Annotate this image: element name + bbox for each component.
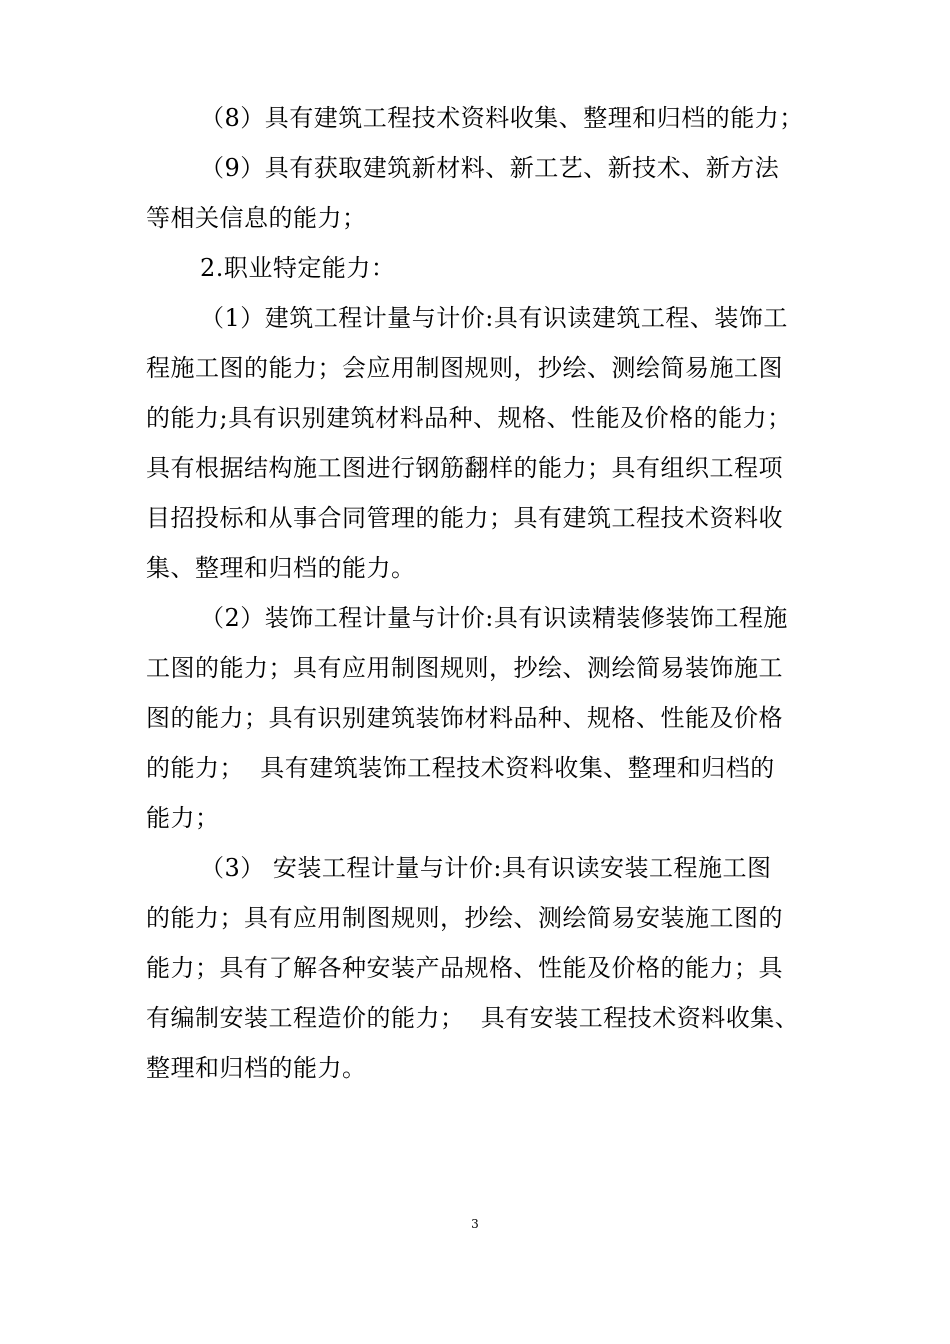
- text-line: （2）装饰工程计量与计价:具有识读精装修装饰工程施: [200, 604, 788, 632]
- text-line: 集、整理和归档的能力。: [146, 554, 416, 582]
- section-heading: 2.职业特定能力：: [200, 254, 396, 282]
- page-number: 3: [471, 1217, 479, 1231]
- text-line: 的能力;具有识别建筑材料品种、规格、性能及价格的能力；: [146, 404, 792, 432]
- text-line: 等相关信息的能力；: [146, 204, 367, 232]
- text-line: （9）具有获取建筑新材料、新工艺、新技术、新方法: [200, 154, 780, 182]
- text-line: 目招投标和从事合同管理的能力；具有建筑工程技术资料收: [146, 504, 783, 532]
- text-line: 能力；具有了解各种安装产品规格、性能及价格的能力；具: [146, 954, 783, 982]
- text-line: （8）具有建筑工程技术资料收集、整理和归档的能力；: [200, 104, 804, 132]
- text-line: 程施工图的能力；会应用制图规则，抄绘、测绘简易施工图: [146, 354, 783, 382]
- text-line: 有编制安装工程造价的能力； 具有安装工程技术资料收集、: [146, 1004, 800, 1032]
- text-line: 图的能力；具有识别建筑装饰材料品种、规格、性能及价格: [146, 704, 783, 732]
- text-line: 的能力； 具有建筑装饰工程技术资料收集、整理和归档的: [146, 754, 775, 782]
- text-line: 能力；: [146, 804, 220, 832]
- text-line: （3） 安装工程计量与计价:具有识读安装工程施工图: [200, 854, 772, 882]
- text-line: 整理和归档的能力。: [146, 1054, 367, 1082]
- text-line: 工图的能力；具有应用制图规则，抄绘、测绘简易装饰施工: [146, 654, 783, 682]
- text-line: 的能力；具有应用制图规则，抄绘、测绘简易安装施工图的: [146, 904, 783, 932]
- text-line: （1）建筑工程计量与计价:具有识读建筑工程、装饰工: [200, 304, 788, 332]
- text-line: 具有根据结构施工图进行钢筋翻样的能力；具有组织工程项: [146, 454, 783, 482]
